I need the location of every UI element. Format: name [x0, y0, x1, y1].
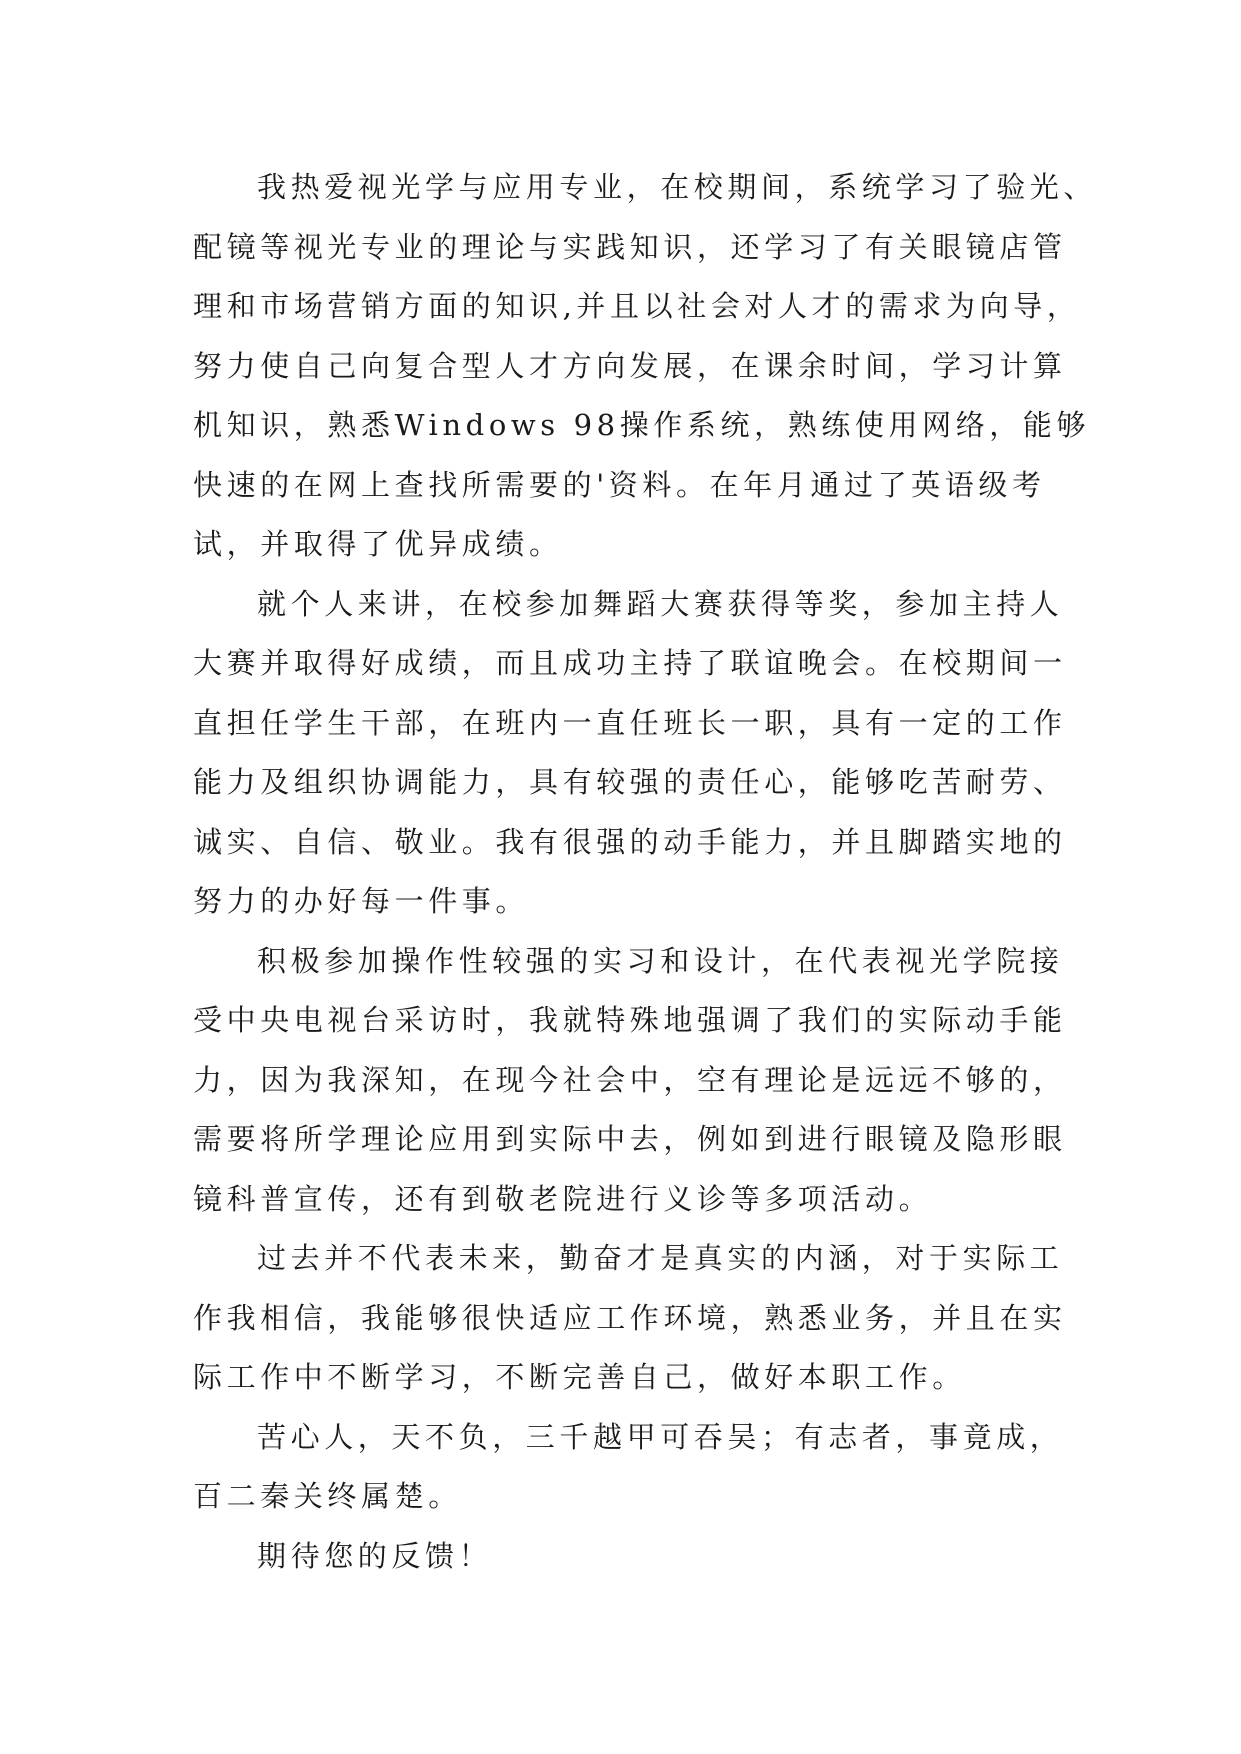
text-line: 努力使自己向复合型人才方向发展，在课余时间，学习计算 [193, 348, 1067, 383]
text-line: 快速的在网上查找所需要的'资料。在年月通过了英语级考 [193, 467, 1046, 502]
paragraph-practice [193, 932, 1093, 1230]
paragraph-quote [193, 1408, 1093, 1527]
text-line: 受中央电视台采访时，我就特殊地强调了我们的实际动手能 [193, 1003, 1067, 1037]
text-line: 理和市场营销方面的知识,并且以社会对人才的需求为向导， [193, 289, 1081, 323]
paragraph-personal-achievements [193, 575, 1093, 932]
text-line: 大赛并取得好成绩，而且成功主持了联谊晚会。在校期间一 [193, 646, 1067, 680]
text-line: 作我相信，我能够很快适应工作环境，熟悉业务，并且在实 [193, 1300, 1067, 1335]
text-line: 需要将所学理论应用到实际中去，例如到进行眼镜及隐形眼 [193, 1122, 1067, 1156]
text-line: 过去并不代表未来，勤奋才是真实的内涵，对于实际工 [257, 1241, 1064, 1275]
text-line: 我热爱视光学与应用专业，在校期间，系统学习了验光、 [257, 170, 1098, 204]
document-body [193, 158, 1098, 1586]
paragraph-major-and-skills [193, 158, 1098, 575]
text-line: 百二秦关终属楚。 [193, 1479, 462, 1513]
text-line: 试，并取得了优异成绩。 [193, 527, 563, 561]
text-line: 诚实、自信、敬业。我有很强的动手能力，并且脚踏实地的 [193, 824, 1067, 859]
paragraph-closing [193, 1527, 1093, 1587]
text-line: 苦心人，天不负，三千越甲可吞吴；有志者，事竟成， [257, 1419, 1064, 1454]
paragraph-future [193, 1229, 1093, 1408]
text-line: 积极参加操作性较强的实习和设计，在代表视光学院接 [257, 943, 1064, 978]
closing-line: 期待您的反馈！ [257, 1538, 493, 1573]
text-line: 直担任学生干部，在班内一直任班长一职，具有一定的工作 [193, 705, 1067, 740]
text-line: 镜科普宣传，还有到敬老院进行义诊等多项活动。 [193, 1181, 933, 1216]
text-line: 际工作中不断学习，不断完善自己，做好本职工作。 [193, 1360, 966, 1394]
text-line: 配镜等视光专业的理论与实践知识，还学习了有关眼镜店管 [193, 229, 1067, 264]
text-line: 力，因为我深知，在现今社会中，空有理论是远远不够的， [193, 1062, 1067, 1097]
text-line: 努力的办好每一件事。 [193, 884, 530, 918]
text-line: 就个人来讲，在校参加舞蹈大赛获得等奖，参加主持人 [257, 586, 1064, 621]
text-line: 机知识，熟悉Windows 98操作系统，熟练使用网络，能够 [193, 408, 1091, 442]
text-line: 能力及组织协调能力，具有较强的责任心，能够吃苦耐劳、 [193, 765, 1067, 799]
